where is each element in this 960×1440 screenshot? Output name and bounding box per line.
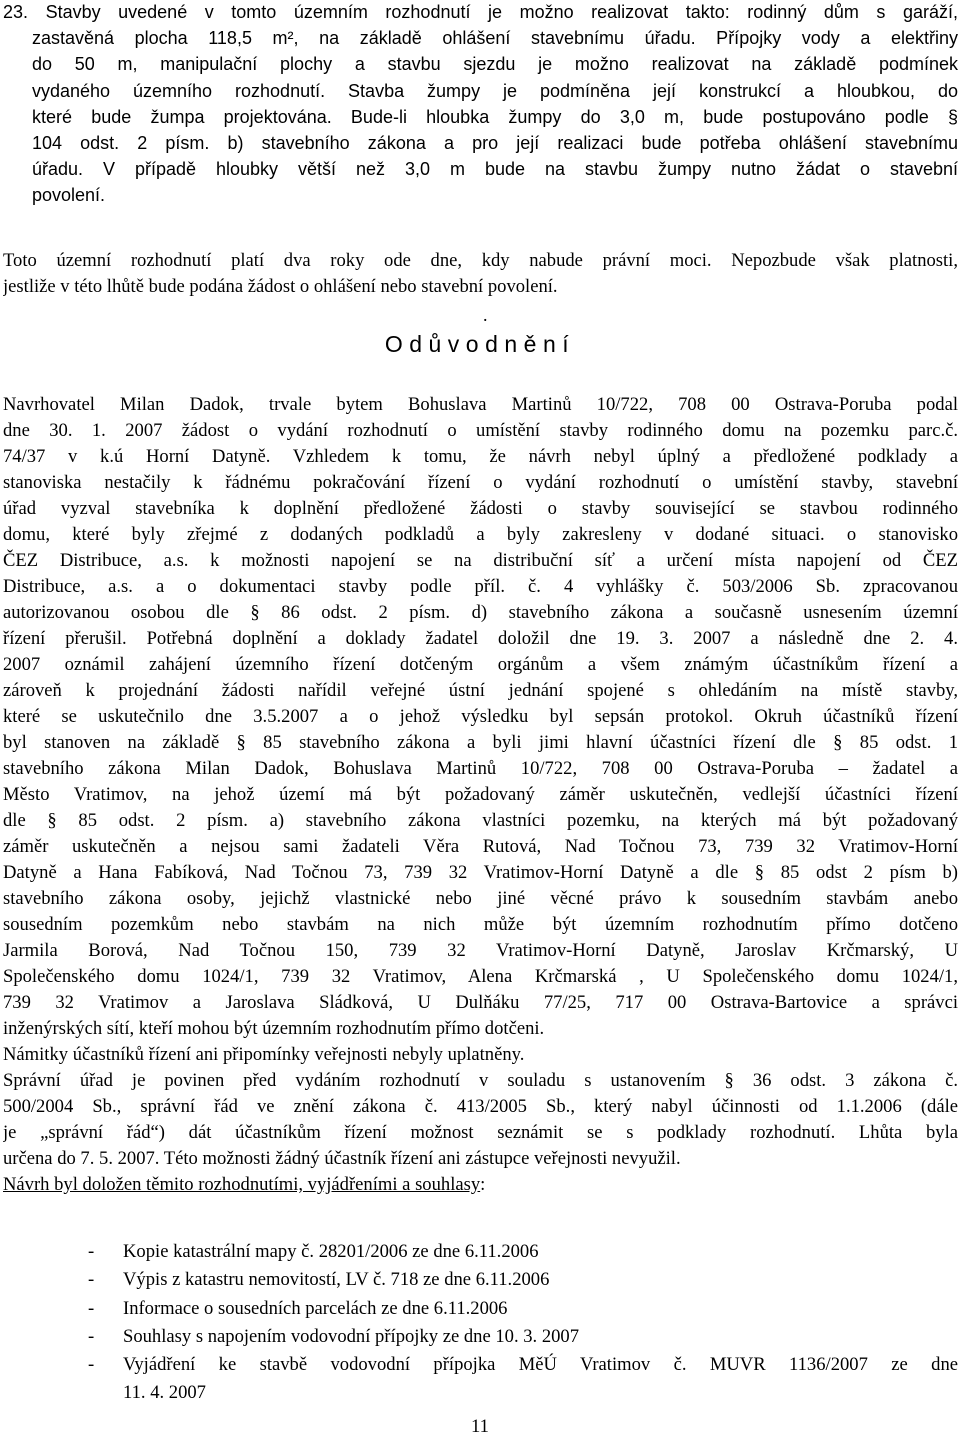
text-line: stavebního zákona osoby, jejichž vlastnické nebo jiné věcné právo k sousedním stavbám anebo — [3, 888, 958, 909]
condition-23 — [3, 0, 958, 209]
text-line: jestliže v této lhůtě bude podána žádost o ohlášení nebo stavební povolení. — [3, 276, 558, 297]
section-heading: Odůvodnění — [384, 331, 576, 357]
justification-paragraph — [3, 392, 958, 1198]
text-line: inženýrských sítí, kteří mohou být územním rozhodnutím přímo dotčeni. — [3, 1018, 545, 1039]
text-line: které bude žumpa projektována. Bude-li hloubka žumpy do 3,0 m, bude postupováno podle § — [32, 106, 958, 127]
text-line: Město Vratimov, na jehož území má být požadovaný záměr uskutečněn, vedlejší účastníci řízení — [3, 784, 958, 805]
text-line: dne 30. 1. 2007 žádost o vydání rozhodnutí o umístění stavby rodinného domu na pozemku parc.č. — [3, 420, 958, 441]
text-line: 74/37 v k.ú Horní Datyně. Vzhledem k tomu, že návrh nebyl úplný a předložené podklady a — [3, 446, 958, 467]
list-dash: - — [88, 1325, 95, 1347]
list-item-text: Souhlasy s napojením vodovodní přípojky ze dne 10. 3. 2007 — [123, 1325, 580, 1347]
text-line: úřad vyzval stavebníka k doplnění předložené žádosti o stavby související se stavbou rodinného — [3, 498, 958, 519]
list-item — [88, 1323, 958, 1351]
text-line: 2007 oznámil zahájení územního řízení dotčeným orgánům a všem známým účastníkům řízení a — [3, 654, 958, 675]
text-line: Navrhovatel Milan Dadok, trvale bytem Bohuslava Martinů 10/722, 708 00 Ostrava-Poruba podal — [3, 394, 958, 415]
text-line: úřadu. V případě hloubky větší než 3,0 m bude na stavbu žumpy nutno žádat o stavební — [32, 159, 958, 180]
list-item — [88, 1266, 958, 1294]
text-line: určena do 7. 5. 2007. Této možnosti žádný účastník řízení ani zástupce veřejnosti nevyužil. — [3, 1148, 681, 1169]
text-line: záměr uskutečněn a nejsou sami žadateli Věra Rutová, Nad Točnou 73, 739 32 Vratimov-Horní — [3, 836, 958, 857]
text-line: 104 odst. 2 písm. b) stavebního zákona a pro její realizaci bude potřeba ohlášení stavebnímu — [32, 132, 958, 153]
list-item — [88, 1351, 958, 1408]
text-line: zastavěná plocha 118,5 m², na základě ohlášení stavebnímu úřadu. Přípojky vody a elektřiny — [32, 28, 958, 49]
list-item-text: Kopie katastrální mapy č. 28201/2006 ze dne 6.11.2006 — [123, 1241, 539, 1262]
list-dash: - — [88, 1354, 95, 1376]
text-line: které se uskutečnilo dne 3.5.2007 a o jehož výsledku byl sepsán protokol. Okruh účastníků řízení — [3, 706, 958, 727]
text-line: 23. Stavby uvedené v tomto územním rozhodnutí je možno realizovat takto: rodinný dům s garáží, — [3, 2, 958, 22]
list-item-text: Informace o sousedních parcelách ze dne 6.11.2006 — [123, 1297, 508, 1319]
text-line: 500/2004 Sb., správní řád ve znění zákona č. 413/2005 Sb., který nabyl účinnosti od 1.1.2006 (dále — [3, 1096, 958, 1117]
list-item — [88, 1238, 958, 1266]
text-line: do 50 m, manipulační plochy a stavbu sjezdu je možno realizovat na základě podmínek — [32, 54, 958, 75]
text-line: 739 32 Vratimov a Jaroslava Sládková, U Dulňáku 77/25, 717 00 Ostrava-Bartovice a správci — [3, 992, 958, 1013]
list-item-text-continued: 11. 4. 2007 — [123, 1382, 206, 1404]
text-line: Správní úřad je povinen před vydáním rozhodnutí v souladu s ustanovením § 36 odst. 3 zákona č. — [3, 1070, 958, 1091]
text-line: autorizovanou osobou dle § 86 odst. 2 písm. d) stavebního zákona a současně usnesením územní — [3, 602, 958, 623]
text-line: povolení. — [32, 185, 106, 206]
text-line: stanoviska nestačily k řádnému pokračování řízení o vydání rozhodnutí o umístění stavby, stavební — [3, 472, 958, 493]
list-item — [88, 1295, 958, 1323]
text-line: Společenského domu 1024/1, 739 32 Vratimov, Alena Krčmarská , U Společenského domu 1024/1, — [3, 966, 958, 987]
text-line: sousedním pozemkům nebo stavbám na nich může být územním rozhodnutím přímo dotčeno — [3, 914, 958, 935]
text-line: zároveň k projednání žádosti nařídil veřejné ústní jednání spojené s ohledáním na místě stavby, — [3, 680, 958, 701]
text-line: řízení přerušil. Potřebná doplnění a doklady žadatel doložil dne 19. 3. 2007 a následně dne 2. 4. — [3, 628, 958, 649]
text-line: Námitky účastníků řízení ani připomínky veřejnosti nebyly uplatněny. — [3, 1044, 525, 1065]
attachments-list — [88, 1238, 958, 1408]
text-line: Distribuce, a.s. a o dokumentaci stavby podle příl. č. 4 vyhlášky č. 503/2006 Sb. zpracovanou — [3, 576, 958, 597]
text-line: dle § 85 odst. 2 písm. a) stavebního zákona vlastníci pozemku, na kterých má být požadovaný — [3, 810, 958, 831]
text-line: vydaného územního rozhodnutí. Stavba žumpy je podmíněna její konstrukcí a hloubkou, do — [32, 80, 958, 101]
attachments-intro — [3, 1172, 958, 1198]
text-line: ČEZ Distribuce, a.s. k možnosti napojení se na distribuční síť a určení místa napojení od ČEZ — [3, 550, 958, 571]
text-line: Jarmila Borová, Nad Točnou 150, 739 32 Vratimov-Horní Datyně, Jaroslav Krčmarský, U — [3, 940, 958, 961]
text-line: Datyně a Hana Fabíková, Nad Točnou 73, 739 32 Vratimov-Horní Datyně a dle § 85 odst 2 písm b) — [3, 862, 958, 883]
text-line: je „správní řád“) dát účastníkům řízení možnost seznámit se s podklady rozhodnutí. Lhůta byla — [3, 1122, 958, 1143]
list-item-text: Výpis z katastru nemovitostí, LV č. 718 ze dne 6.11.2006 — [123, 1269, 550, 1291]
text-line: byl stanoven na základě § 85 stavebního zákona a byli jimi hlavní účastníci řízení dle § 85 odst. 1 — [3, 732, 958, 753]
attachments-intro-text: Návrh byl doložen těmito rozhodnutími, vyjádřeními a souhlasy — [3, 1174, 481, 1195]
stray-dot: . — [483, 305, 488, 325]
list-dash: - — [88, 1241, 95, 1262]
text-line: Toto územní rozhodnutí platí dva roky ode dne, kdy nabude právní moci. Nepozbude však platnosti, — [3, 250, 958, 271]
list-dash: - — [88, 1297, 95, 1319]
list-item-text: Vyjádření ke stavbě vodovodní přípojka MěÚ Vratimov č. MUVR 1136/2007 ze dne — [123, 1354, 958, 1376]
text-line: stavebního zákona Milan Dadok, Bohuslava Martinů 10/722, 708 00 Ostrava-Poruba – žadatel a — [3, 758, 958, 779]
attachments-intro-colon: : — [480, 1174, 486, 1195]
validity-paragraph — [3, 248, 958, 300]
list-dash: - — [88, 1269, 95, 1291]
text-line: domu, které byly zřejmé z dodaných podkladů a byly zakresleny v dodané situaci. o stanovisko — [3, 524, 958, 545]
page-number: 11 — [471, 1416, 489, 1437]
